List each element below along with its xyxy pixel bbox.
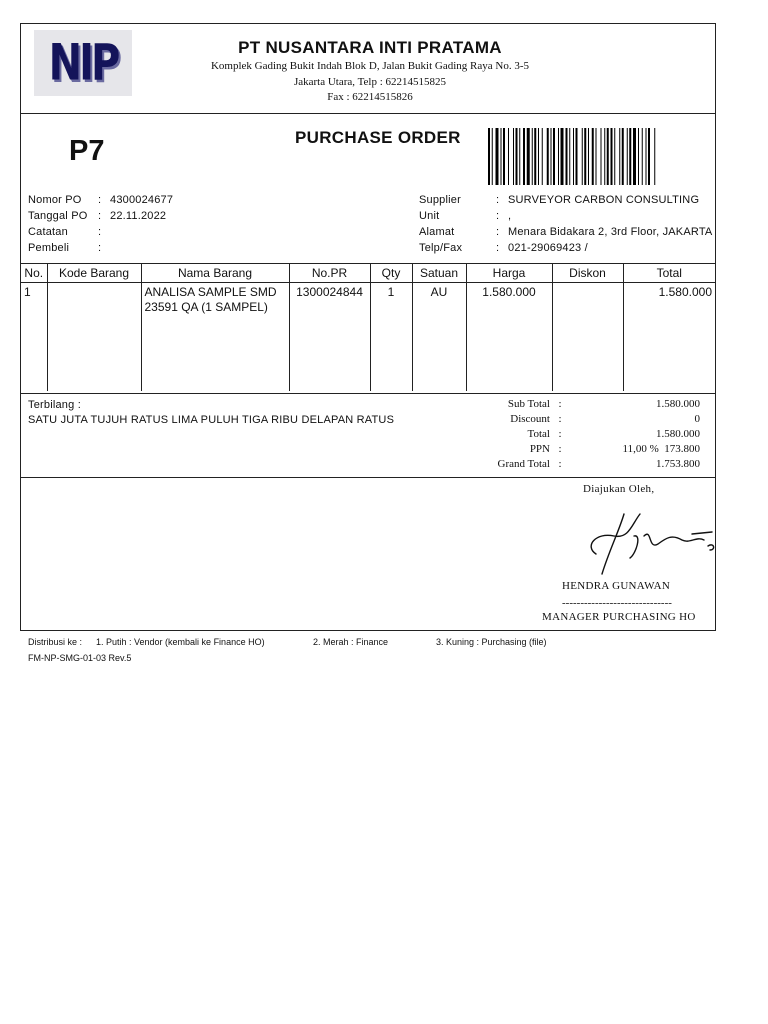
info-nomor-po <box>28 194 173 206</box>
barcode-bar <box>611 128 613 185</box>
barcode-bar <box>584 128 586 185</box>
barcode-bar <box>508 128 509 185</box>
logo-text: NIP <box>48 34 118 92</box>
barcode-bar <box>538 128 539 185</box>
barcode-bar <box>614 128 615 185</box>
barcode-bar <box>523 128 525 185</box>
ppn-value: 11,00 % 173.800 <box>622 443 700 455</box>
total-row-grand-total <box>430 458 700 473</box>
col-header-total: Total <box>623 264 715 283</box>
info-catatan <box>28 226 110 238</box>
items-table <box>21 264 715 391</box>
ppn-label: PPN <box>529 443 550 455</box>
col-header-harga: Harga <box>466 264 552 283</box>
company-address-line2: Jakarta Utara, Telp : 62214515825 <box>293 76 447 88</box>
footer-dist1: 1. Putih : Vendor (kembali ke Finance HO) <box>96 637 265 647</box>
info-tanggal-po <box>28 210 166 222</box>
barcode-bar <box>638 128 639 185</box>
sep: : <box>558 428 562 440</box>
tanggal-po-label: Tanggal PO <box>28 210 88 222</box>
barcode-bar <box>573 128 574 185</box>
total-value: 1.580.000 <box>656 428 700 440</box>
info-alamat <box>419 226 712 238</box>
document-code: P7 <box>69 135 105 167</box>
table-bottom-border <box>21 393 715 394</box>
barcode-bar <box>622 128 624 185</box>
sep: : <box>558 458 562 470</box>
barcode-bar <box>488 128 490 185</box>
sep: : <box>558 443 562 455</box>
barcode-bar <box>648 128 650 185</box>
total-row-subtotal <box>430 398 700 413</box>
sep: : <box>98 194 102 206</box>
grand-total-label: Grand Total <box>497 458 550 470</box>
total-row-ppn <box>430 443 700 458</box>
barcode-bar <box>492 128 493 185</box>
signer-position: MANAGER PURCHASING HO <box>542 611 696 623</box>
barcode-bar <box>566 128 568 185</box>
barcode-bar <box>501 128 502 185</box>
footer-form-code: FM-NP-SMG-01-03 Rev.5 <box>28 653 132 663</box>
sep: : <box>98 226 102 238</box>
cell-harga: 1.580.000 <box>466 283 552 392</box>
sep: : <box>496 226 500 238</box>
barcode-bar <box>576 128 578 185</box>
footer-distribusi-label: Distribusi ke : <box>28 637 83 647</box>
col-header-diskon: Diskon <box>552 264 623 283</box>
tanggal-po-value: 22.11.2022 <box>110 210 167 222</box>
supplier-label: Supplier <box>419 194 461 206</box>
sep: : <box>496 210 500 222</box>
telp-fax-label: Telp/Fax <box>419 242 463 254</box>
discount-label: Discount <box>510 413 550 425</box>
handwritten-signature <box>574 506 716 578</box>
nomor-po-label: Nomor PO <box>28 194 82 206</box>
document-title: PURCHASE ORDER <box>295 128 461 147</box>
purchase-order-frame <box>20 23 716 631</box>
cell-satuan: AU <box>412 283 466 392</box>
barcode-bar <box>516 128 518 185</box>
info-pembeli <box>28 242 110 254</box>
barcode-bar <box>646 128 647 185</box>
signer-name: HENDRA GUNAWAN <box>562 580 671 592</box>
alamat-value: Menara Bidakara 2, 3rd Floor, JAKARTA <box>508 226 713 238</box>
barcode-bar <box>642 128 643 185</box>
supplier-value: SURVEYOR CARBON CONSULTING <box>508 194 700 206</box>
info-supplier <box>419 194 699 206</box>
barcode-bar <box>604 128 605 185</box>
barcode-bar <box>633 128 636 185</box>
barcode-bar <box>532 128 533 185</box>
subtotal-value: 1.580.000 <box>656 398 700 410</box>
col-header-qty: Qty <box>370 264 412 283</box>
total-label: Total <box>527 428 550 440</box>
col-header-kode-barang: Kode Barang <box>47 264 141 283</box>
cell-diskon <box>552 283 623 392</box>
table-row <box>21 283 715 392</box>
total-row-discount <box>430 413 700 428</box>
barcode-bar <box>596 128 597 185</box>
discount-value: 0 <box>694 413 700 425</box>
sep: : <box>558 413 562 425</box>
barcode-bar <box>534 128 536 185</box>
sep: : <box>98 210 102 222</box>
alamat-label: Alamat <box>419 226 455 238</box>
barcode-bar <box>513 128 514 185</box>
nomor-po-value: 4300024677 <box>110 194 174 206</box>
barcode-bar <box>619 128 620 185</box>
terbilang-text: SATU JUTA TUJUH RATUS LIMA PULUH TIGA RIBU DELAPAN RATUS <box>28 414 395 426</box>
col-header-satuan: Satuan <box>412 264 466 283</box>
barcode-bar <box>496 128 499 185</box>
col-header-nama-barang: Nama Barang <box>141 264 289 283</box>
header-divider <box>21 113 715 114</box>
subtotal-label: Sub Total <box>507 398 550 410</box>
barcode-bar <box>519 128 520 185</box>
barcode-bar <box>607 128 609 185</box>
grand-total-value: 1.753.800 <box>656 458 700 470</box>
unit-value: , <box>508 210 512 222</box>
signature-divider: ------------------------------ <box>562 597 672 609</box>
barcode-bar <box>551 128 552 185</box>
catatan-label: Catatan <box>28 226 68 238</box>
sep: : <box>496 194 500 206</box>
cell-nama-barang: ANALISA SAMPLE SMD 23591 QA (1 SAMPEL) <box>141 283 289 392</box>
barcode-bar <box>601 128 602 185</box>
sep: : <box>558 398 562 410</box>
cell-no: 1 <box>21 283 47 392</box>
barcode-bar <box>569 128 570 185</box>
barcode-bar <box>582 128 583 185</box>
total-row-total <box>430 428 700 443</box>
barcode-bar <box>503 128 505 185</box>
barcode-bar <box>527 128 530 185</box>
barcode-bar <box>553 128 555 185</box>
info-unit <box>419 210 511 222</box>
terbilang-label: Terbilang : <box>28 399 81 411</box>
sep: : <box>98 242 102 254</box>
info-telp-fax <box>419 242 588 254</box>
barcode-bar <box>654 128 655 185</box>
barcode-bar <box>592 128 594 185</box>
barcode-bar <box>558 128 559 185</box>
cell-qty: 1 <box>370 283 412 392</box>
company-address-line3: Fax : 62214515826 <box>327 91 413 103</box>
table-header-row <box>21 264 715 283</box>
barcode-bar <box>627 128 628 185</box>
totals-divider <box>21 477 715 478</box>
unit-label: Unit <box>419 210 440 222</box>
barcode-bar <box>547 128 549 185</box>
barcode-bar <box>542 128 543 185</box>
cell-no-pr: 1300024844 <box>289 283 370 392</box>
barcode-image <box>488 128 708 185</box>
totals-block <box>430 398 700 473</box>
col-header-no: No. <box>21 264 47 283</box>
telp-fax-value: 021-29069423 / <box>508 242 588 254</box>
company-address-line1: Komplek Gading Bukit Indah Blok D, Jalan Bukit Gading Raya No. 3-5 <box>210 60 530 72</box>
barcode-bar <box>561 128 564 185</box>
pembeli-label: Pembeli <box>28 242 70 254</box>
cell-kode-barang <box>47 283 141 392</box>
sep: : <box>496 242 500 254</box>
cell-total: 1.580.000 <box>658 285 712 299</box>
company-name: PT NUSANTARA INTI PRATAMA <box>238 38 502 57</box>
col-header-no-pr: No.PR <box>289 264 370 283</box>
barcode-bar <box>629 128 631 185</box>
signature-caption: Diajukan Oleh, <box>583 483 655 495</box>
footer-dist3: 3. Kuning : Purchasing (file) <box>436 637 547 647</box>
footer-dist2: 2. Merah : Finance <box>313 637 389 647</box>
barcode-bar <box>588 128 589 185</box>
